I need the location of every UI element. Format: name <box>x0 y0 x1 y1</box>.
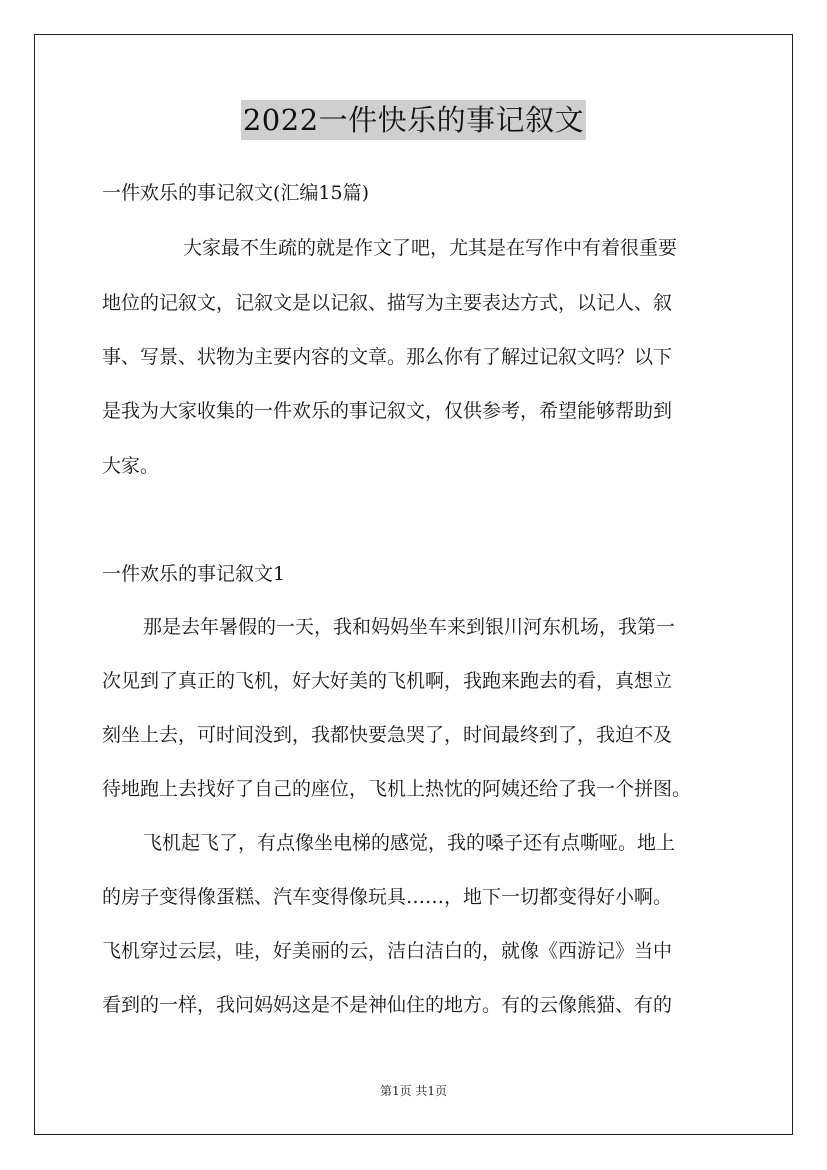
body-line-7: 飞机穿过云层，哇，好美丽的云，洁白洁白的，就像《西游记》当中 <box>102 940 673 962</box>
intro-line-4: 是我为大家收集的一件欢乐的事记叙文，仅供参考，希望能够帮助到 <box>102 400 673 422</box>
body-line-5: 飞机起飞了，有点像坐电梯的感觉，我的嗓子还有点嘶哑。地上 <box>143 832 676 854</box>
document-subtitle: 一件欢乐的事记叙文(汇编15篇) <box>102 182 370 204</box>
intro-line-5: 大家。 <box>102 455 160 477</box>
body-line-3: 刻坐上去，可时间没到，我都快要急哭了，时间最终到了，我迫不及 <box>102 724 673 746</box>
body-line-4: 待地跑上去找好了自己的座位，飞机上热忱的阿姨还给了我一个拼图。 <box>102 778 692 800</box>
section-heading: 一件欢乐的事记叙文1 <box>102 563 286 585</box>
title-container <box>0 100 827 140</box>
body-line-6: 的房子变得像蛋糕、汽车变得像玩具……，地下一切都变得好小啊。 <box>102 886 673 908</box>
body-line-8: 看到的一样，我问妈妈这是不是神仙住的地方。有的云像熊猫、有的 <box>102 994 673 1016</box>
body-line-1: 那是去年暑假的一天，我和妈妈坐车来到银川河东机场，我第一 <box>143 616 676 638</box>
body-line-2: 次见到了真正的飞机，好大好美的飞机啊，我跑来跑去的看，真想立 <box>102 670 673 692</box>
document-title: 2022一件快乐的事记叙文 <box>241 100 586 140</box>
intro-line-1: 大家最不生疏的就是作文了吧，尤其是在写作中有着很重要 <box>183 237 678 259</box>
intro-line-3: 事、写景、状物为主要内容的文章。那么你有了解过记叙文吗？以下 <box>102 346 673 368</box>
page-footer: 第1页 共1页 <box>379 1084 448 1098</box>
intro-line-2: 地位的记叙文，记叙文是以记叙、描写为主要表达方式，以记人、叙 <box>102 292 673 314</box>
